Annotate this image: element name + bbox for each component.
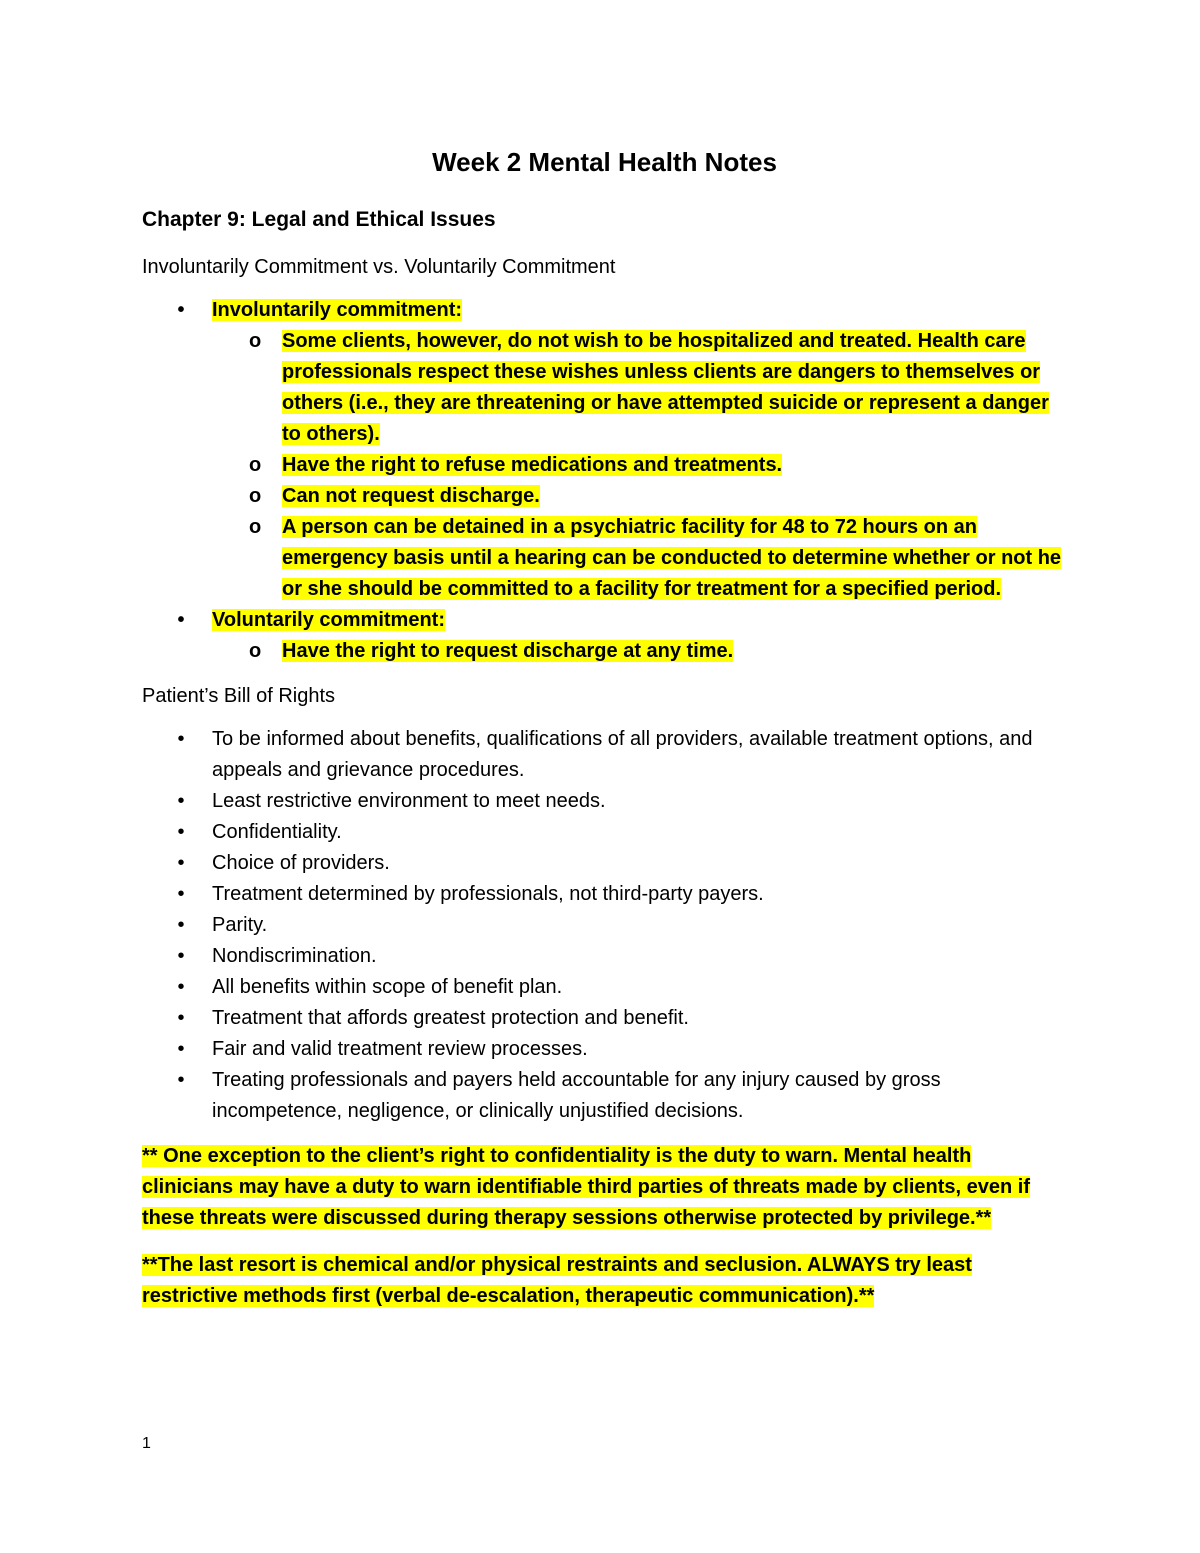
rights-item — [142, 1003, 1067, 1034]
bullet-icon: • — [177, 852, 185, 874]
section-heading-commitment: Involuntarily Commitment vs. Voluntarily Commitment — [142, 256, 616, 278]
rights-item — [142, 972, 1067, 1003]
note-duty-to-warn — [142, 1141, 1067, 1234]
rights-item — [142, 848, 1067, 879]
section-heading-bill-of-rights: Patient’s Bill of Rights — [142, 685, 336, 707]
note-restraints-text: **The last resort is chemical and/or physical restraints and seclusion. ALWAYS try least restrictive methods first (verbal de-escalation, therapeutic communication).** — [142, 1254, 972, 1307]
chapter-heading: Chapter 9: Legal and Ethical Issues — [142, 208, 496, 231]
sublist-item — [212, 636, 1067, 667]
rights-list — [142, 724, 1067, 1127]
list-item-involuntary — [142, 295, 1067, 605]
sub-bullet-icon: o — [249, 485, 262, 507]
bullet-icon: • — [177, 945, 185, 967]
sub-bullet-icon: o — [249, 516, 262, 538]
sublist-item-text: A person can be detained in a psychiatric facility for 48 to 72 hours on an emergency basis until a hearing can be conducted to determine whether or not he or she should be committed to a facility for treatment for a specified period. — [282, 516, 1062, 600]
list-item-voluntary — [142, 605, 1067, 667]
involuntary-sublist — [212, 326, 1067, 605]
bullet-icon: • — [177, 299, 185, 321]
rights-item-text: Choice of providers. — [212, 852, 390, 874]
rights-item-text: Parity. — [212, 914, 268, 936]
sublist-item — [212, 326, 1067, 450]
commitment-list — [142, 295, 1067, 667]
rights-item-text: Treatment that affords greatest protection and benefit. — [212, 1007, 689, 1029]
rights-item-text: Treating professionals and payers held accountable for any injury caused by gross incompetence, negligence, or clinically unjustified decisions. — [212, 1069, 941, 1122]
sub-bullet-icon: o — [249, 330, 262, 352]
bullet-icon: • — [177, 976, 185, 998]
sublist-item-text: Some clients, however, do not wish to be hospitalized and treated. Health care professionals respect these wishes unless clients are dangers to themselves or others (i.e., they are threatening or have attempted suicide or represent a danger to others). — [282, 330, 1049, 445]
rights-item-text: Nondiscrimination. — [212, 945, 377, 967]
sublist-item-text: Can not request discharge. — [282, 485, 540, 507]
bullet-icon: • — [177, 883, 185, 905]
sublist-item — [212, 512, 1067, 605]
note-restraints — [142, 1250, 1067, 1312]
bullet-icon: • — [177, 821, 185, 843]
rights-item — [142, 1034, 1067, 1065]
sublist-item-text: Have the right to refuse medications and treatments. — [282, 454, 783, 476]
rights-item-text: To be informed about benefits, qualifications of all providers, available treatment options, and appeals and grievance procedures. — [212, 728, 1033, 781]
rights-item — [142, 941, 1067, 972]
rights-item-text: Treatment determined by professionals, not third-party payers. — [212, 883, 764, 905]
rights-item — [142, 724, 1067, 786]
rights-item — [142, 817, 1067, 848]
bullet-icon: • — [177, 728, 185, 750]
bullet-icon: • — [177, 1007, 185, 1029]
sublist-item-text: Have the right to request discharge at any time. — [282, 640, 734, 662]
rights-item-text: Fair and valid treatment review processes. — [212, 1038, 588, 1060]
rights-item — [142, 910, 1067, 941]
rights-item — [142, 879, 1067, 910]
sub-bullet-icon: o — [249, 454, 262, 476]
sub-bullet-icon: o — [249, 640, 262, 662]
bullet-icon: • — [177, 914, 185, 936]
rights-item — [142, 786, 1067, 817]
voluntary-sublist — [212, 636, 1067, 667]
note-duty-to-warn-text: ** One exception to the client’s right to confidentiality is the duty to warn. Mental health clinicians may have a duty to warn identifiable third parties of threats made by clients, even if these threats were discussed during therapy sessions otherwise protected by privilege.** — [142, 1145, 1031, 1229]
rights-item-text: Least restrictive environment to meet needs. — [212, 790, 606, 812]
document-title: Week 2 Mental Health Notes — [432, 147, 777, 177]
rights-item-text: All benefits within scope of benefit plan. — [212, 976, 563, 998]
involuntary-label: Involuntarily commitment: — [212, 299, 463, 321]
voluntary-label: Voluntarily commitment: — [212, 609, 445, 631]
rights-item — [142, 1065, 1067, 1127]
bullet-icon: • — [177, 1038, 185, 1060]
page-content — [142, 142, 1067, 1328]
page-number: 1 — [142, 1435, 151, 1452]
bullet-icon: • — [177, 790, 185, 812]
rights-item-text: Confidentiality. — [212, 821, 342, 843]
sublist-item — [212, 450, 1067, 481]
bullet-icon: • — [177, 1069, 185, 1091]
sublist-item — [212, 481, 1067, 512]
bullet-icon: • — [177, 609, 185, 631]
